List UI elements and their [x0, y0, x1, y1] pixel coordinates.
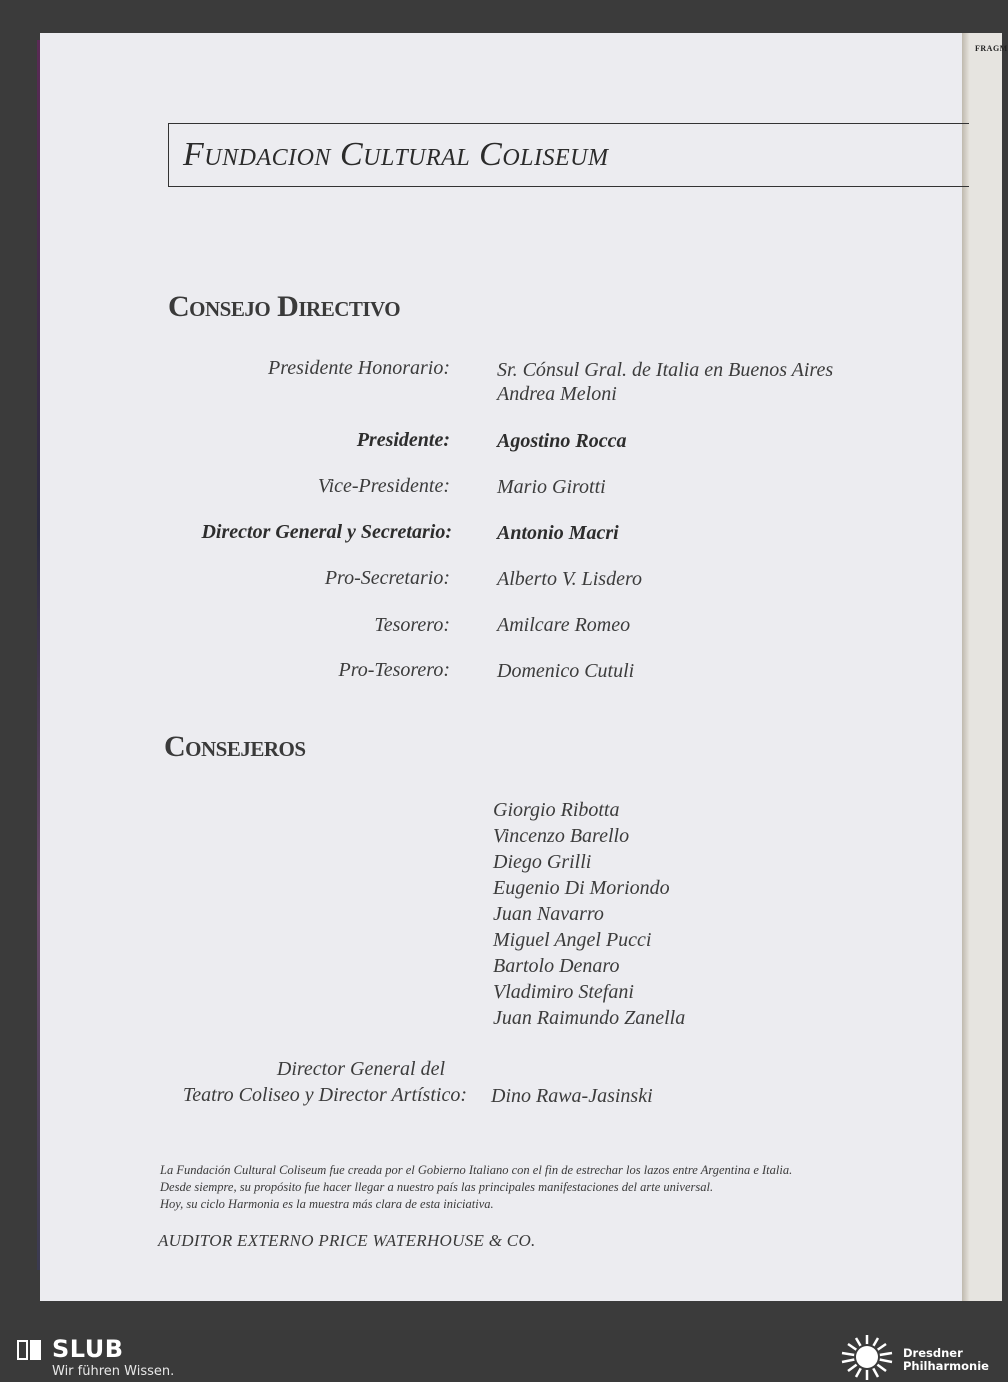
slub-tagline: Wir führen Wissen.	[52, 1364, 175, 1379]
list-item: Eugenio Di Moriondo	[493, 877, 670, 899]
role-label: Vice-Presidente:	[317, 475, 450, 497]
list-item: Miguel Angel Pucci	[493, 929, 652, 951]
list-item: Juan Navarro	[493, 903, 604, 925]
list-item: Giorgio Ribotta	[493, 799, 620, 821]
role-label: Presidente:	[356, 429, 450, 451]
director-role-line1: Director General del	[276, 1058, 445, 1080]
foundation-note-line: Desde siempre, su propósito fue hacer llegar a nuestro país las principales manifestaciones del arte universal.	[160, 1180, 714, 1194]
member-name: Domenico Cutuli	[497, 660, 635, 682]
role-label: Pro-Secretario:	[324, 567, 450, 589]
list-item: Bartolo Denaro	[493, 955, 620, 977]
slub-logo-text[interactable]: SLUB	[52, 1335, 124, 1363]
role-label: Presidente Honorario:	[267, 357, 450, 379]
partner-name-line1: Dresdner	[903, 1346, 963, 1360]
role-label: Tesorero:	[374, 614, 450, 636]
member-name: Mario Girotti	[497, 476, 606, 498]
auditor-line: AUDITOR EXTERNO PRICE WATERHOUSE & CO.	[158, 1231, 536, 1250]
philharmonie-sunburst-icon[interactable]	[838, 1333, 896, 1381]
member-name: Alberto V. Lisdero	[497, 568, 643, 590]
director-name: Dino Rawa-Jasinski	[491, 1085, 653, 1107]
list-item: Diego Grilli	[493, 851, 592, 873]
page-fold-shadow	[962, 33, 970, 1301]
slub-book-icon[interactable]	[16, 1337, 42, 1363]
page-title: Fundacion Cultural Coliseum	[183, 136, 609, 173]
title-box	[168, 123, 969, 187]
member-name: Antonio Macri	[497, 522, 619, 544]
list-item: Vincenzo Barello	[493, 825, 630, 847]
partner-name-line2: Philharmonie	[903, 1359, 989, 1373]
member-name: Agostino Rocca	[497, 430, 627, 452]
foundation-note-line: Hoy, su ciclo Harmonia es la muestra más clara de esta iniciativa.	[160, 1197, 494, 1211]
role-label: Pro-Tesorero:	[338, 659, 450, 681]
foundation-note-line: La Fundación Cultural Coliseum fue creada por el Gobierno Italiano con el fin de estrechar los lazos entre Argentina e Italia.	[160, 1163, 793, 1177]
adjacent-page-fragment: FRAGM	[975, 44, 1008, 53]
director-role-line2: Teatro Coliseo y Director Artístico:	[182, 1084, 467, 1106]
philharmonie-logo-text[interactable]	[903, 1347, 989, 1373]
list-item: Juan Raimundo Zanella	[493, 1007, 686, 1029]
member-name: Sr. Cónsul Gral. de Italia en Buenos Aires	[497, 359, 834, 381]
councillors-heading: Consejeros	[164, 730, 306, 763]
member-name: Andrea Meloni	[497, 383, 617, 405]
role-label: Director General y Secretario:	[201, 521, 452, 543]
list-item: Vladimiro Stefani	[493, 981, 634, 1003]
board-heading: Consejo Directivo	[168, 290, 401, 323]
member-name: Amilcare Romeo	[497, 614, 631, 636]
